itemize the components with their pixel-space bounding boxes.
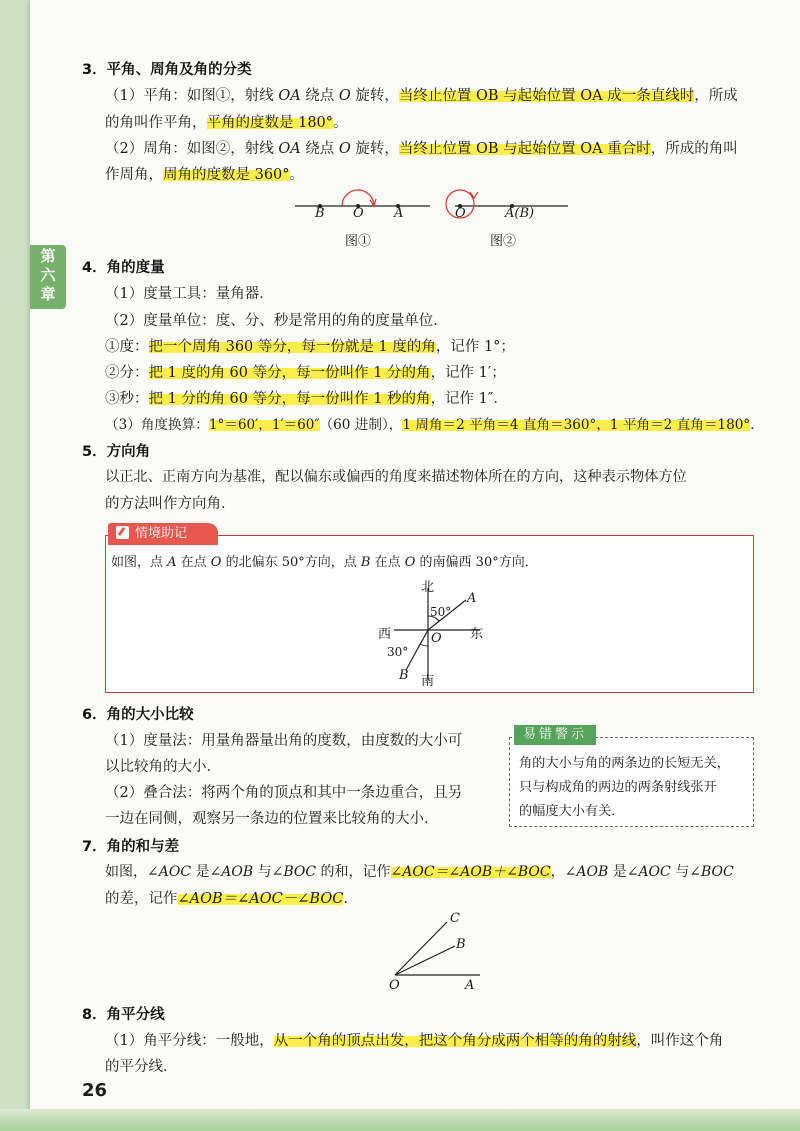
text-line: （2）叠合法：将两个角的顶点和其中一条边重合，且另	[105, 785, 463, 801]
figure-caption: 图①	[345, 234, 372, 249]
figure-caption: 图②	[490, 234, 517, 249]
point-label: A	[465, 978, 475, 993]
compass-south: 南	[421, 674, 435, 689]
text-line: 以正北、正南方向为基准，配以偏东或偏西的角度来描述物体所在的方向，这种表示物体方位	[105, 469, 687, 485]
text-line: 的方法叫作方向角．	[105, 496, 236, 512]
point-label: A	[467, 591, 477, 606]
highlight: 平角的度数是 180°	[206, 115, 334, 131]
point-label: B	[315, 206, 325, 221]
figure-straight-and-full-angle	[290, 186, 580, 226]
point-label: A	[394, 206, 404, 221]
highlight: ∠AOC＝∠AOB＋∠BOC	[390, 864, 551, 880]
compass-west: 西	[378, 627, 392, 642]
warning-line: 角的大小与角的两条边的长短无关，	[519, 756, 730, 771]
section-7-title: 7．角的和与差	[82, 839, 180, 855]
section-6-title: 6．角的大小比较	[82, 707, 194, 723]
highlight: 周角的度数是 360°	[163, 167, 290, 183]
chapter-tab-char: 章	[40, 285, 56, 303]
point-label: O	[389, 978, 400, 993]
section-8-title: 8．角平分线	[82, 1007, 165, 1023]
text-line: （1）度量法：用量角器量出角的度数，由度数的大小可	[105, 733, 463, 749]
text-line: （1）角平分线：一般地，从一个角的顶点出发，把这个角分成两个相等的角的射线，叫作这个角	[105, 1033, 724, 1049]
highlight: 1 周角＝2 平角＝4 直角＝360°，1 平角＝2 直角＝180°	[402, 417, 751, 433]
page-number: 26	[82, 1080, 108, 1101]
highlight: ∠AOB＝∠AOC－∠BOC	[177, 891, 344, 907]
angle-label: 30°	[387, 645, 409, 659]
text-line: ①度：把一个周角 360 等分，每一份就是 1 度的角，记作 1°；	[105, 339, 515, 355]
text-line: ②分：把 1 度的角 60 等分，每一份叫作 1 分的角，记作 1′；	[105, 365, 506, 381]
text-line: （3）角度换算：1°＝60′，1′＝60″（60 进制），1 周角＝2 平角＝4 直角＝360°，1 平角＝2 直角＝180°．	[105, 417, 764, 433]
text-line: 的角叫作平角，平角的度数是 180°。	[105, 115, 348, 131]
point-label: C	[450, 911, 460, 926]
text-line: 作周角，周角的度数是 360°。	[105, 167, 305, 183]
text-line: （1）平角：如图①，射线 OA 绕点 O 旋转，当终止位置 OB 与起始位置 OA 成一条直线时，所成	[105, 88, 738, 104]
angle-label: 50°	[430, 605, 452, 619]
text-line: （2）度量单位：度、分、秒是常用的角的度量单位．	[105, 313, 448, 329]
compass-east: 东	[470, 627, 484, 642]
highlight: 把一个周角 360 等分，每一份就是 1 度的角	[148, 339, 436, 355]
section-5-title: 5．方向角	[82, 444, 151, 460]
text-line: 一边在同侧，观察另一条边的位置来比较角的大小．	[105, 811, 439, 827]
text-line: 的平分线．	[105, 1059, 178, 1075]
text-line: ③秒：把 1 分的角 60 等分，每一份叫作 1 秒的角，记作 1″．	[105, 391, 508, 407]
pencil-icon	[116, 526, 129, 539]
warning-line: 只与构成角的两边的两条射线张开	[519, 780, 717, 795]
bottom-strip	[0, 1109, 800, 1131]
highlight: 当终止位置 OB 与起始位置 OA 成一条直线时	[398, 88, 695, 104]
chapter-tab-char: 第	[40, 247, 56, 265]
text-line: 如图，∠AOC 是∠AOB 与∠BOC 的和，记作∠AOC＝∠AOB＋∠BOC，∠AOB 是∠AOC 与∠BOC	[105, 864, 734, 880]
highlight: 从一个角的顶点出发，把这个角分成两个相等的角的射线	[273, 1033, 637, 1049]
point-label: O	[353, 206, 364, 221]
point-label: A(B)	[505, 206, 535, 221]
text-line: （1）度量工具：量角器．	[105, 286, 274, 302]
chapter-tab-char: 六	[40, 266, 56, 284]
chapter-tab	[30, 245, 66, 309]
left-margin-strip	[0, 0, 30, 1131]
highlight: 1°＝60′，1′＝60″	[208, 417, 320, 433]
point-label: O	[431, 631, 442, 646]
highlight: 把 1 分的角 60 等分，每一份叫作 1 秒的角	[148, 391, 431, 407]
highlight: 当终止位置 OB 与起始位置 OA 重合时	[398, 141, 651, 157]
text-line: 的差，记作∠AOB＝∠AOC－∠BOC．	[105, 891, 358, 907]
memory-tip-tag: 情境助记	[108, 523, 218, 545]
text-line: （2）周角：如图②，射线 OA 绕点 O 旋转，当终止位置 OB 与起始位置 OA 重合时，所成的角叫	[105, 141, 738, 157]
point-label: O	[455, 206, 466, 221]
warning-line: 的幅度大小有关．	[519, 804, 625, 819]
compass-north: 北	[421, 580, 435, 595]
highlight: 把 1 度的角 60 等分，每一份叫作 1 分的角	[148, 365, 431, 381]
text-line: 以比较角的大小．	[105, 759, 221, 775]
section-4-title: 4．角的度量	[82, 260, 165, 276]
section-3-title: 3．平角、周角及角的分类	[82, 62, 252, 78]
point-label: B	[456, 937, 466, 952]
common-mistake-tag: 易错警示	[514, 725, 596, 745]
point-label: B	[399, 668, 409, 683]
box-text: 如图，点 A 在点 O 的北偏东 50°方向，点 B 在点 O 的南偏西 30°方向．	[111, 555, 538, 570]
angle-sum-figure	[385, 910, 495, 985]
